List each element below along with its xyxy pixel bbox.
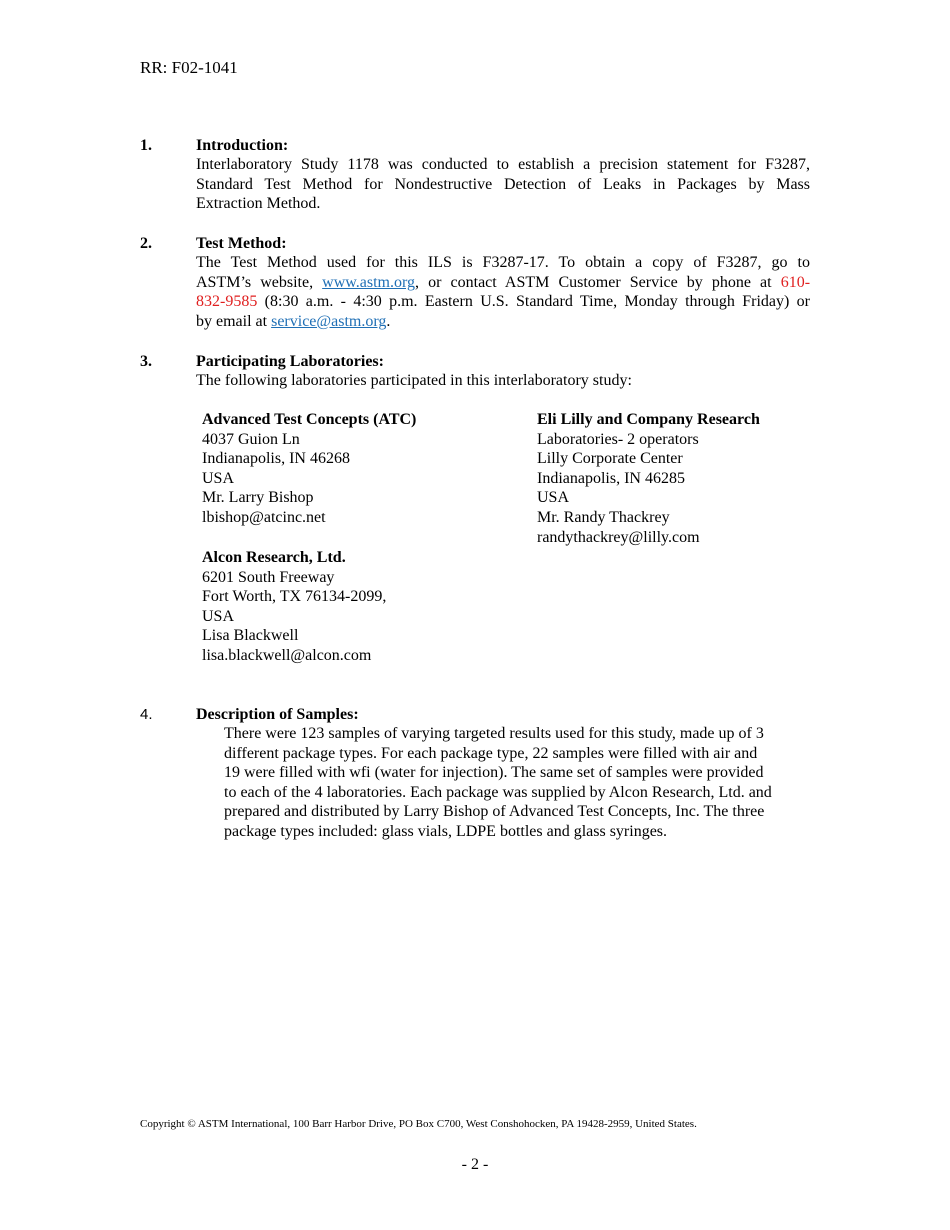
samples-line: There were 123 samples of varying targeted results used for this study, made up of 3 xyxy=(224,725,764,742)
lab-name: Alcon Research, Ltd. xyxy=(202,549,346,566)
page-number: - 2 - xyxy=(461,1156,489,1173)
method-text: , or contact ASTM Customer Service by phone at xyxy=(415,273,781,291)
lab-address-line: Lilly Corporate Center xyxy=(537,450,683,468)
section-number-method: 2. xyxy=(140,235,152,252)
lab-contact-name: Mr. Randy Thackrey xyxy=(537,508,670,526)
method-line xyxy=(196,312,810,332)
section-number-intro: 1. xyxy=(140,137,152,154)
samples-line: different package types. For each package type, 22 samples were filled with air and xyxy=(224,744,758,762)
lab-contact-email: randythackrey@lilly.com xyxy=(537,528,700,546)
lab-address-line: Indianapolis, IN 46285 xyxy=(537,469,685,487)
phone-number: 610- xyxy=(780,273,811,291)
section-number-samples: 4. xyxy=(140,706,153,723)
method-text: by email at xyxy=(196,312,272,330)
lab-address-line: USA xyxy=(202,607,235,625)
samples-paragraph xyxy=(224,724,814,842)
intro-paragraph xyxy=(196,155,810,214)
lab-eli-lilly xyxy=(537,410,760,547)
lab-atc xyxy=(202,410,416,528)
intro-line: Interlaboratory Study 1178 was conducted to establish a precision statement for F3287, xyxy=(196,156,810,173)
samples-line: prepared and distributed by Larry Bishop of Advanced Test Concepts, Inc. The three xyxy=(224,803,765,821)
email-link[interactable]: service@astm.org xyxy=(271,312,387,330)
method-text: (8:30 a.m. - 4:30 p.m. Eastern U.S. Standard Time, Monday through Friday) or xyxy=(257,293,810,311)
section-title-samples: Description of Samples: xyxy=(196,706,359,723)
section-number-labs: 3. xyxy=(140,353,152,370)
section-title-labs: Participating Laboratories: xyxy=(196,353,384,370)
lab-alcon xyxy=(202,548,386,666)
lab-address-line: USA xyxy=(202,469,235,487)
website-link[interactable]: www.astm.org xyxy=(322,273,416,291)
lab-address-line: Fort Worth, TX 76134-2099, xyxy=(202,588,387,606)
method-line xyxy=(196,273,810,293)
lab-contact-name: Lisa Blackwell xyxy=(202,627,299,645)
lab-address-line: USA xyxy=(537,489,570,507)
lab-address-line: 6201 South Freeway xyxy=(202,568,335,586)
samples-line: 19 were filled with wfi (water for injection). The same set of samples were provided xyxy=(224,764,764,782)
method-text: . xyxy=(386,312,391,330)
phone-number: 832-9585 xyxy=(196,293,258,311)
intro-line: Standard Test Method for Nondestructive Detection of Leaks in Packages by Mass xyxy=(196,175,810,193)
section-title-method: Test Method: xyxy=(196,235,287,252)
report-id: RR: F02-1041 xyxy=(140,58,238,77)
lab-address-line: Indianapolis, IN 46268 xyxy=(202,450,350,468)
method-line xyxy=(196,292,810,312)
lab-name: Advanced Test Concepts (ATC) xyxy=(202,411,417,428)
lab-contact-name: Mr. Larry Bishop xyxy=(202,489,314,507)
intro-line: Extraction Method. xyxy=(196,195,321,213)
lab-name: Eli Lilly and Company Research xyxy=(537,411,760,428)
labs-intro: The following laboratories participated in this interlaboratory study: xyxy=(196,372,632,389)
lab-contact-email: lbishop@atcinc.net xyxy=(202,508,326,526)
lab-contact-email: lisa.blackwell@alcon.com xyxy=(202,646,372,664)
method-text: ASTM’s website, xyxy=(196,273,323,291)
lab-address-line: Laboratories- 2 operators xyxy=(537,430,699,448)
samples-line: package types included: glass vials, LDPE bottles and glass syringes. xyxy=(224,822,668,840)
copyright-notice: Copyright © ASTM International, 100 Barr Harbor Drive, PO Box C700, West Conshohocken, PA 19428-2959, United States. xyxy=(140,1118,697,1130)
section-title-intro: Introduction: xyxy=(196,137,289,154)
samples-line: to each of the 4 laboratories. Each package was supplied by Alcon Research, Ltd. and xyxy=(224,783,772,801)
method-line: The Test Method used for this ILS is F3287-17. To obtain a copy of F3287, go to xyxy=(196,254,810,271)
lab-address-line: 4037 Guion Ln xyxy=(202,430,300,448)
method-paragraph xyxy=(196,253,810,331)
